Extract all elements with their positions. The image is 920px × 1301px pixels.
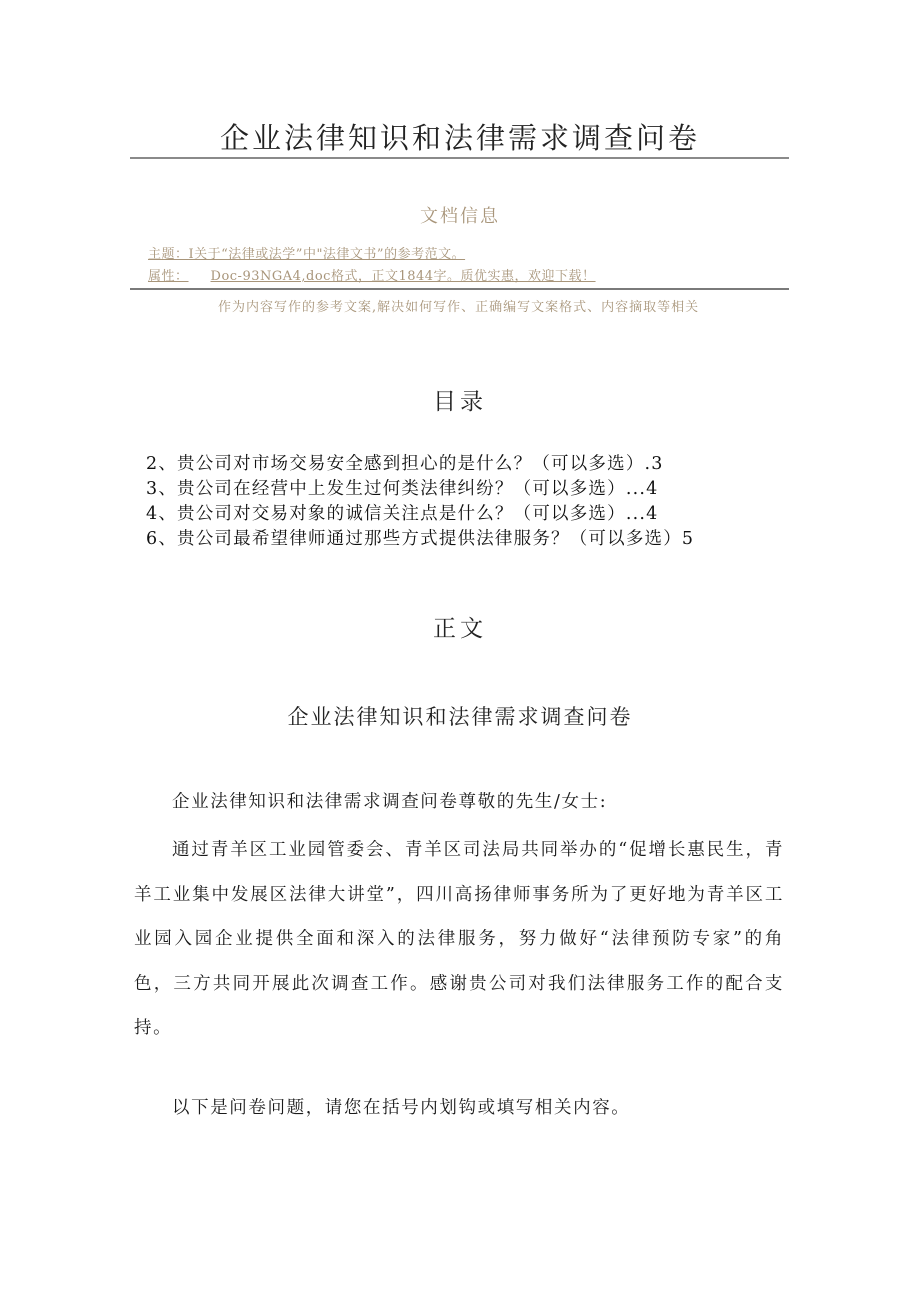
intro-paragraph: 通过青羊区工业园管委会、青羊区司法局共同举办的“促增长惠民生，青羊工业集中发展区法律大讲堂”，四川高扬律师事务所为了更好地为青羊区工业园入园企业提供全面和深入的法律服务，努力做好“法律预防专家”的角色，三方共同开展此次调查工作。感谢贵公司对我们法律服务工作的配合支持。	[134, 840, 784, 1038]
toc-item[interactable]	[146, 452, 694, 477]
info-subject-label: 主题：	[148, 247, 189, 262]
table-of-contents	[146, 452, 694, 552]
questionnaire-title: 企业法律知识和法律需求调查问卷	[287, 705, 633, 729]
title-divider	[130, 157, 789, 159]
info-attributes-line	[148, 268, 596, 286]
toc-item[interactable]	[146, 477, 694, 502]
info-description: 作为内容写作的参考文案,解决如何写作、正确编写文案格式、内容摘取等相关	[218, 300, 700, 315]
toc-title: 目录	[433, 389, 487, 415]
toc-item-text[interactable]: 4、贵公司对交易对象的诚信关注点是什么？（可以多选）...4	[146, 504, 659, 524]
salutation-paragraph: 企业法律知识和法律需求调查问卷尊敬的先生/女士:	[172, 792, 608, 812]
info-attributes-label: 属性：	[148, 269, 189, 284]
instruction-paragraph: 以下是问卷问题，请您在括号内划钩或填写相关内容。	[172, 1098, 631, 1118]
document-main-title: 企业法律知识和法律需求调查问卷	[219, 121, 700, 155]
toc-item-text[interactable]: 2、贵公司对市场交易安全感到担心的是什么？（可以多选）.3	[146, 454, 664, 474]
info-subject-line	[148, 246, 465, 264]
toc-item-text[interactable]: 3、贵公司在经营中上发生过何类法律纠纷？（可以多选）...4	[146, 479, 659, 499]
document-info-heading: 文档信息	[420, 206, 500, 227]
body-section-title: 正文	[433, 616, 487, 642]
toc-item-text[interactable]: 6、贵公司最希望律师通过那些方式提供法律服务？（可以多选）5	[146, 529, 695, 549]
info-attributes-value: Doc-93NGA4,doc格式，正文1844字。质优实惠，欢迎下载！	[210, 269, 596, 284]
toc-item[interactable]	[146, 502, 694, 527]
info-subject-value: I关于“法律或法学”中"法律文书”的参考范文。	[188, 247, 466, 262]
toc-item[interactable]	[146, 527, 694, 552]
info-divider	[130, 288, 789, 290]
